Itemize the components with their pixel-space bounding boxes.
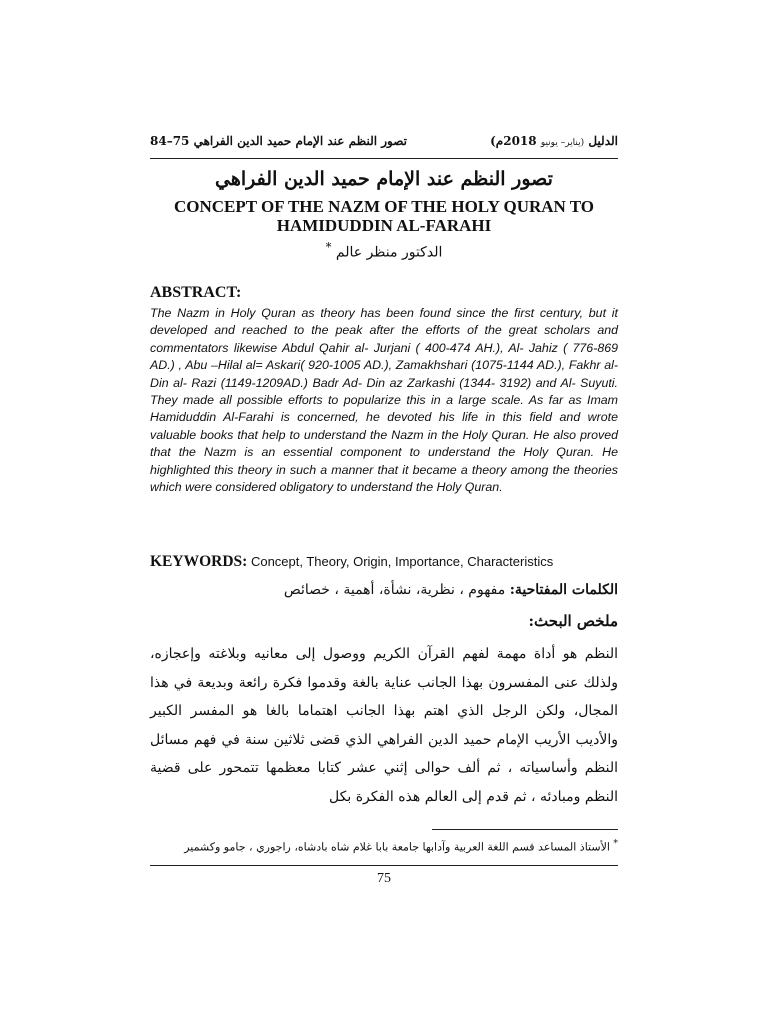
author-line (150, 240, 618, 261)
english-title-line-1: CONCEPT OF THE NAZM OF THE HOLY QURAN TO (173, 197, 595, 216)
arabic-keywords-label: الكلمات المفتاحية: (509, 582, 618, 598)
abstract-text: The Nazm in Holy Quran as theory has been found since the first century, but it developed and reached to the peak after the efforts of the great scholars and commentators likewise Abdul Qahir al- Jurjani ( 400-474 AH.), Al- Jahiz ( 776-869 AD.) , Abu –Hilal al= Askari( 920-1005 AD.), Zamakhshari (1075-1144 AD.), Fakhr al- Din al- Razi (1149-1209AD.) Badr Ad- Din az Zarkashi (1344- 3192) and Al- Suyuti. They made all possible efforts to popularize this in a large scale. As far as Imam Hamiduddin Al-Farahi is concerned, he devoted his life in this field and wrote valuable books that help to understand the Nazm in the Holy Quran. He also proved that the Nazm is an essential component to understand the Holy Quran. He highlighted this theory in such a manner that it became a theory among the theories which were considered obligatory to understand the Holy Quran. (150, 306, 618, 495)
footnote (150, 838, 618, 854)
journal-name: الدليل (588, 134, 618, 148)
keywords (150, 553, 618, 571)
author-footnote-mark: * (325, 240, 332, 254)
abstract-heading: ABSTRACT: (150, 284, 242, 301)
issue-months: (يناير– يونيو (540, 138, 585, 148)
arabic-keywords-text: مفهوم ، نظرية، نشأة، أهمية ، خصائص (283, 582, 506, 598)
arabic-abstract-text: النظم هو أداة مهمة لفهم القرآن الكريم ووصول إلى معانيه وبلاغته وإعجازه، ولذلك عنى المفسرون بهذا الجانب عناية بالغة وقدموا فكرة رائعة وبديعة في هذا المجال، ولكن الرجل الذي اهتم بهذا الجانب اهتماما بالغا هو المفسر الكبير والأديب الأريب الإمام حميد الدين الفراهي الذي قضى ثلاثين سنة في فهم مسائل النظم وأساسياته ، ثم ألف حوالى إثني عشر كتابا معظمها تتمحور على قضية النظم ومبادئه ، ثم قدم إلى العالم هذه الفكرة بكل (150, 646, 618, 805)
english-title-line-2: HAMIDUDDIN AL-FARAHI (276, 216, 492, 235)
arabic-abstract-heading: ملخص البحث: (528, 612, 618, 630)
keywords-label: KEYWORDS: (150, 553, 248, 570)
issue-year: 2018م) (490, 134, 537, 148)
english-title (150, 197, 618, 235)
running-header (150, 132, 618, 154)
running-header-journal (490, 134, 618, 148)
arabic-title: تصور النظم عند الإمام حميد الدين الفراهي (215, 168, 553, 190)
footnote-rule (432, 829, 618, 830)
footnote-text: الأستاذ المساعد قسم اللغة العربية وآدابها جامعة بابا غلام شاه بادشاه، راجوري ، جامو وكشمير (184, 840, 610, 854)
footnote-mark: * (613, 838, 618, 849)
running-header-title: تصور النظم عند الإمام حميد الدين الفراهي 75–84 (150, 134, 407, 148)
header-rule (150, 158, 618, 159)
arabic-keywords (150, 582, 618, 598)
bottom-rule (150, 865, 618, 866)
keywords-text: Concept, Theory, Origin, Importance, Characteristics (250, 554, 554, 569)
page-number: 75 (377, 871, 391, 886)
author-name: الدكتور منظر عالم (335, 244, 443, 261)
